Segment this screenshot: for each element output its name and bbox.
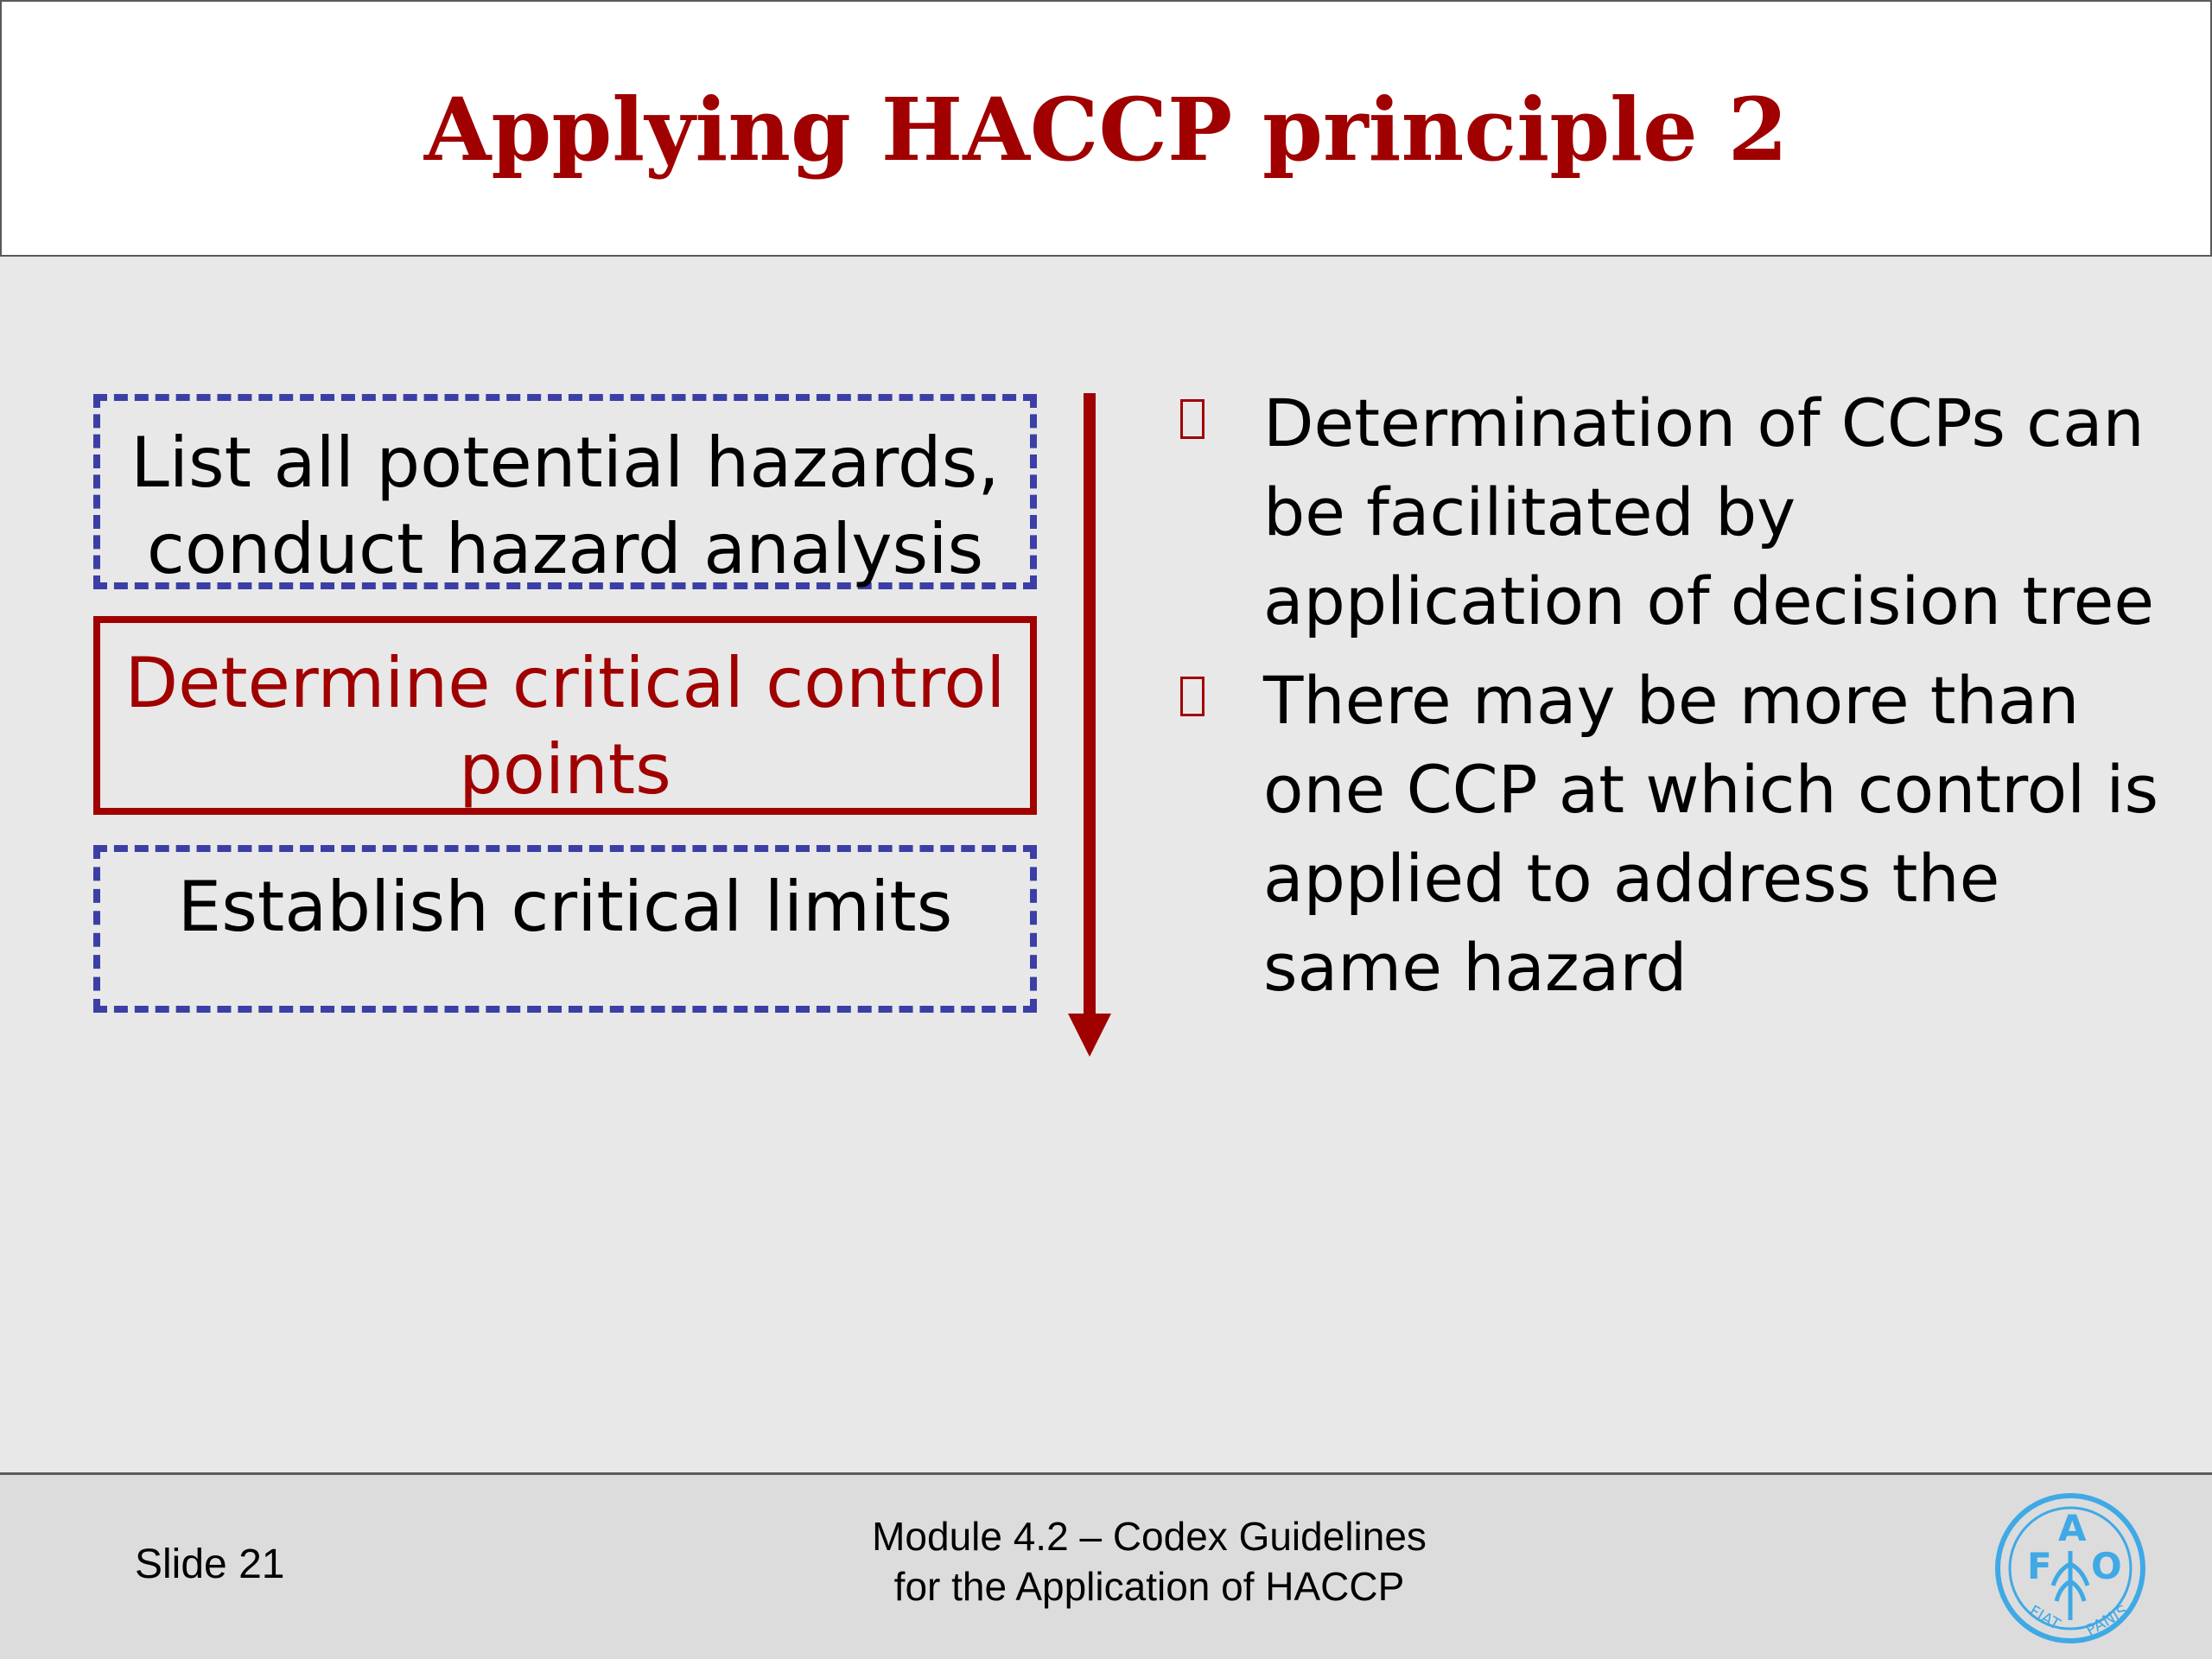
module-caption [674, 1511, 1624, 1611]
square-bullet-icon [1180, 677, 1205, 716]
module-caption-line-1: Module 4.2 – Codex Guidelines [872, 1514, 1427, 1559]
slide-number: Slide 21 [135, 1541, 285, 1587]
svg-text:FIAT: FIAT [2025, 1601, 2063, 1634]
step-label: List all potential hazards, conduct hazard analysis [130, 423, 1000, 589]
step-box-hazard-analysis [93, 394, 1037, 589]
bullet-list [1175, 378, 2160, 1022]
svg-text:O: O [2091, 1545, 2122, 1587]
fao-logo [1993, 1491, 2148, 1646]
svg-text:A: A [2058, 1507, 2087, 1549]
slide-title-bar [0, 0, 2212, 257]
step-label: Establish critical limits [177, 867, 953, 947]
module-caption-line-2: for the Application of HACCP [893, 1564, 1405, 1609]
bullet-text: Determination of CCPs can be facilitated by application of decision tree [1263, 385, 2155, 639]
slide-footer [0, 1472, 2212, 1659]
square-bullet-icon [1180, 399, 1205, 439]
slide-title: Applying HACCP principle 2 [423, 79, 1789, 181]
down-arrow-icon [1063, 393, 1115, 1058]
step-box-critical-control-points [93, 616, 1037, 815]
bullet-item [1175, 378, 2160, 645]
step-label: Determine critical control points [124, 643, 1006, 810]
bullet-item [1175, 656, 2160, 1012]
svg-text:F: F [2027, 1545, 2052, 1587]
svg-text:PANIS: PANIS [2082, 1601, 2132, 1640]
bullet-text: There may be more than one CCP at which control is applied to address the same hazard [1263, 662, 2159, 1006]
step-box-critical-limits [93, 845, 1037, 1013]
